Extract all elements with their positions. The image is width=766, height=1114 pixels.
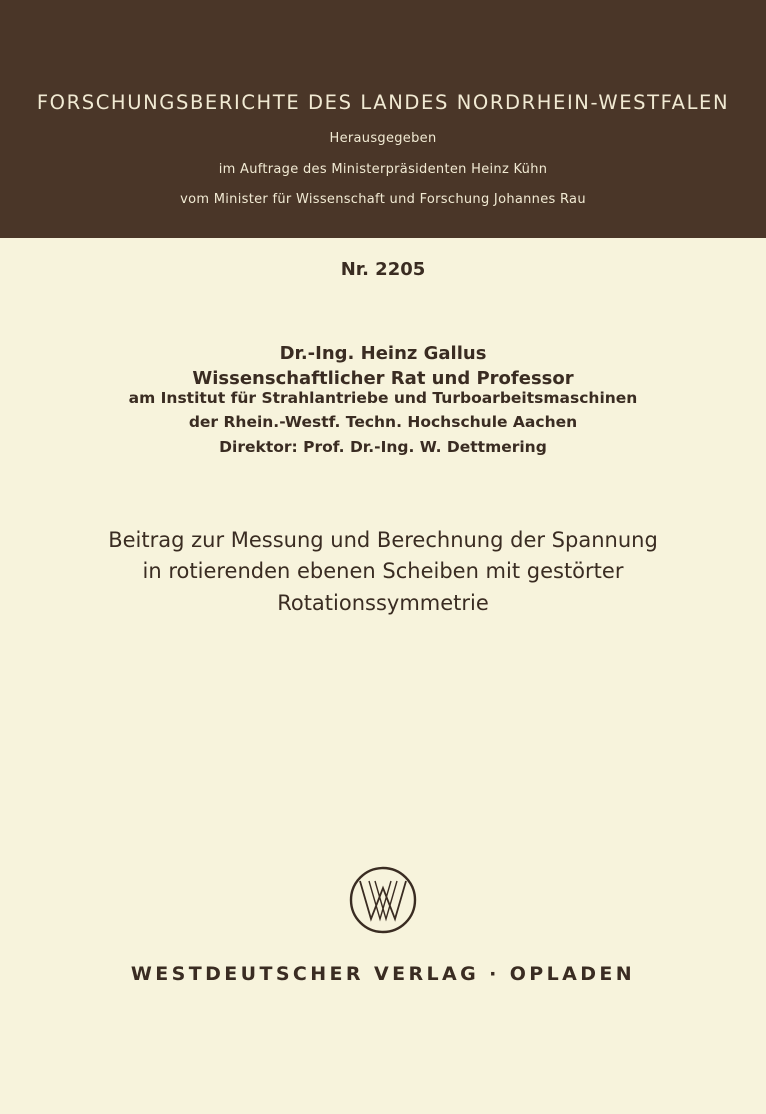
institute-line: am Institut für Strahlantriebe und Turboarbeitsmaschinen xyxy=(128,389,638,407)
book-title-line: Beitrag zur Messung und Berechnung der Spannung xyxy=(108,528,658,552)
publisher-logo-icon xyxy=(349,866,417,934)
cover-header-band xyxy=(0,0,766,238)
series-title: FORSCHUNGSBERICHTE DES LANDES NORDRHEIN-WESTFALEN xyxy=(36,91,730,114)
commissioned-by: im Auftrage des Ministerpräsidenten Heinz Kühn xyxy=(218,162,548,177)
author-role: Wissenschaftlicher Rat und Professor xyxy=(192,368,574,389)
book-title-line: in rotierenden ebenen Scheiben mit gestörter xyxy=(142,559,624,583)
report-number: Nr. 2205 xyxy=(340,259,426,280)
issued-by-minister: vom Minister für Wissenschaft und Forschung Johannes Rau xyxy=(180,192,586,207)
institute-director: Direktor: Prof. Dr.-Ing. W. Dettmering xyxy=(219,438,547,456)
editor-label: Herausgegeben xyxy=(329,131,437,146)
institute-line: der Rhein.-Westf. Techn. Hochschule Aachen xyxy=(188,413,578,431)
book-title-line: Rotationssymmetrie xyxy=(277,591,489,615)
author-name: Dr.-Ing. Heinz Gallus xyxy=(279,343,487,364)
publisher-name: WESTDEUTSCHER VERLAG · OPLADEN xyxy=(130,963,636,985)
